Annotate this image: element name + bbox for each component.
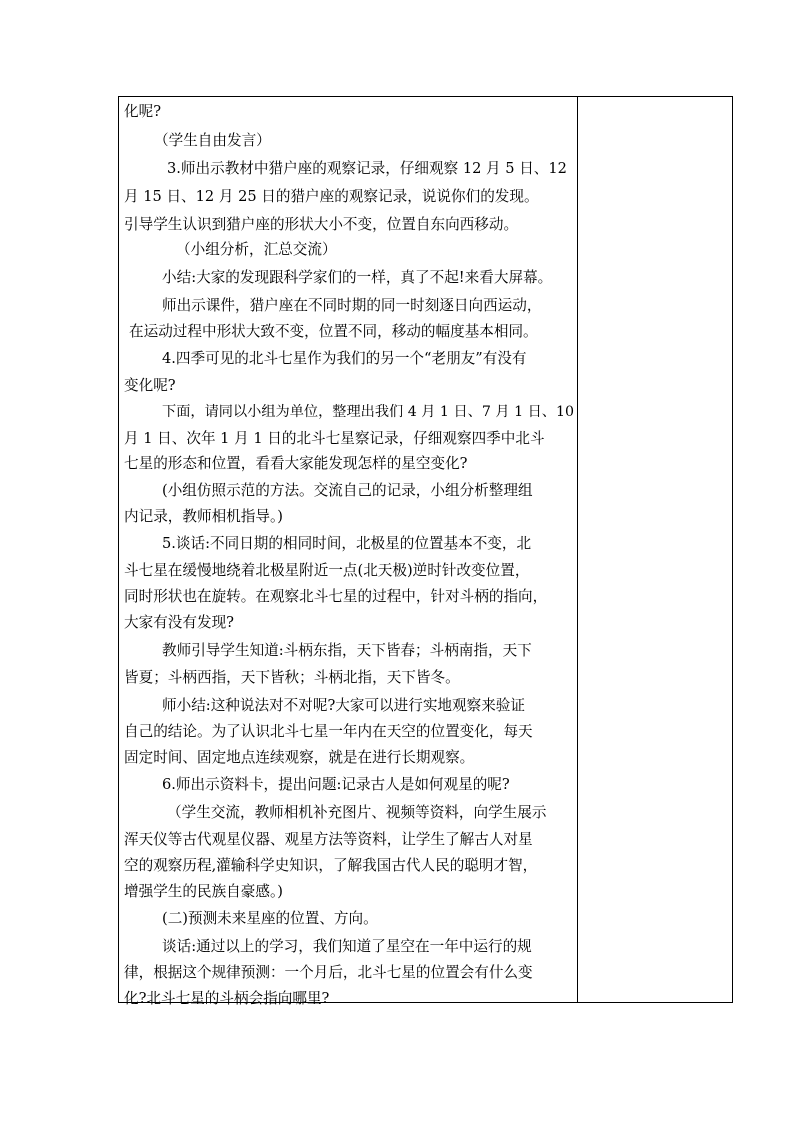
text-line: 律，根据这个规律预测：一个月后，北斗七星的位置会有什么变: [124, 964, 533, 981]
text-line: 月 15 日、12 月 25 日的猎户座的观察记录，说说你们的发现。: [124, 188, 539, 205]
text-line: 增强学生的民族自豪感。): [124, 883, 283, 900]
text-line: （学生自由发言）: [154, 132, 271, 149]
text-line: (二)预测未来星座的位置、方向。: [162, 910, 378, 927]
text-line: 化?北斗七星的斗柄会指向哪里?: [124, 990, 330, 1007]
text-line: 下面，请同以小组为单位，整理出我们 4 月 1 日、7 月 1 日、10: [162, 404, 575, 420]
text-line: 4.四季可见的北斗七星作为我们的另一个“老朋友”有没有: [162, 350, 527, 367]
text-line: 七星的形态和位置，看看大家能发现怎样的星空变化?: [124, 455, 468, 472]
text-line: 皆夏；斗柄西指，天下皆秋；斗柄北指，天下皆冬。: [124, 669, 460, 686]
text-line: 引导学生认识到猎户座的形状大小不变，位置自东向西移动。: [124, 216, 519, 233]
text-line: 自己的结论。为了认识北斗七星一年内在天空的位置变化，每天: [124, 723, 533, 740]
text-line: 月 1 日、次年 1 月 1 日的北斗七星察记录，仔细观察四季中北斗: [124, 430, 545, 447]
text-line: 空的观察历程,灌输科学史知识，了解我国古代人民的聪明才智，: [124, 857, 538, 874]
text-line: 斗七星在缓慢地绕着北极星附近一点(北天极)逆时针改变位置，: [124, 562, 530, 579]
text-line: (小组仿照示范的方法。交流自己的记录，小组分析整理组: [162, 482, 533, 499]
text-line: 固定时间、固定地点连续观察，就是在进行长期观察。: [124, 749, 475, 766]
text-line: 变化呢?: [124, 377, 176, 394]
text-line: 3.师出示教材中猎户座的观察记录，仔细观察 12 月 5 日、12: [167, 160, 567, 177]
text-line: 同时形状也在旋转。在观察北斗七星的过程中，针对斗柄的指向，: [124, 588, 548, 605]
text-line: 教师引导学生知道:斗柄东指，天下皆春；斗柄南指，天下: [162, 642, 532, 659]
notes-cell-empty: [578, 97, 732, 1002]
text-line: 5.谈话:不同日期的相同时间，北极星的位置基本不变，北: [162, 535, 532, 552]
text-line: （学生交流，教师相机补充图片、视频等资料，向学生展示: [167, 804, 547, 821]
text-line: 谈话:通过以上的学习，我们知道了星空在一年中运行的规: [162, 938, 532, 955]
text-line: 化呢?: [124, 103, 162, 120]
text-line: 内记录，教师相机指导。): [124, 508, 283, 525]
lesson-table: [118, 96, 733, 1007]
text-line: 大家有没有发现?: [124, 614, 234, 631]
text-line: 师出示课件，猎户座在不同时期的同一时刻逐日向西运动，: [162, 297, 542, 314]
text-line: （小组分析，汇总交流）: [176, 241, 337, 258]
text-line: 在运动过程中形状大致不变，位置不同，移动的幅度基本相同。: [129, 323, 538, 340]
text-line: 6.师出示资料卡，提出问题:记录古人是如何观星的呢?: [162, 776, 510, 793]
text-line: 师小结:这种说法对不对呢?大家可以进行实地观察来验证: [162, 697, 525, 714]
text-line: 小结:大家的发现跟科学家们的一样，真了不起!来看大屏幕。: [162, 269, 553, 286]
text-line: 浑天仪等古代观星仪器、观星方法等资料，让学生了解古人对星: [124, 831, 533, 848]
